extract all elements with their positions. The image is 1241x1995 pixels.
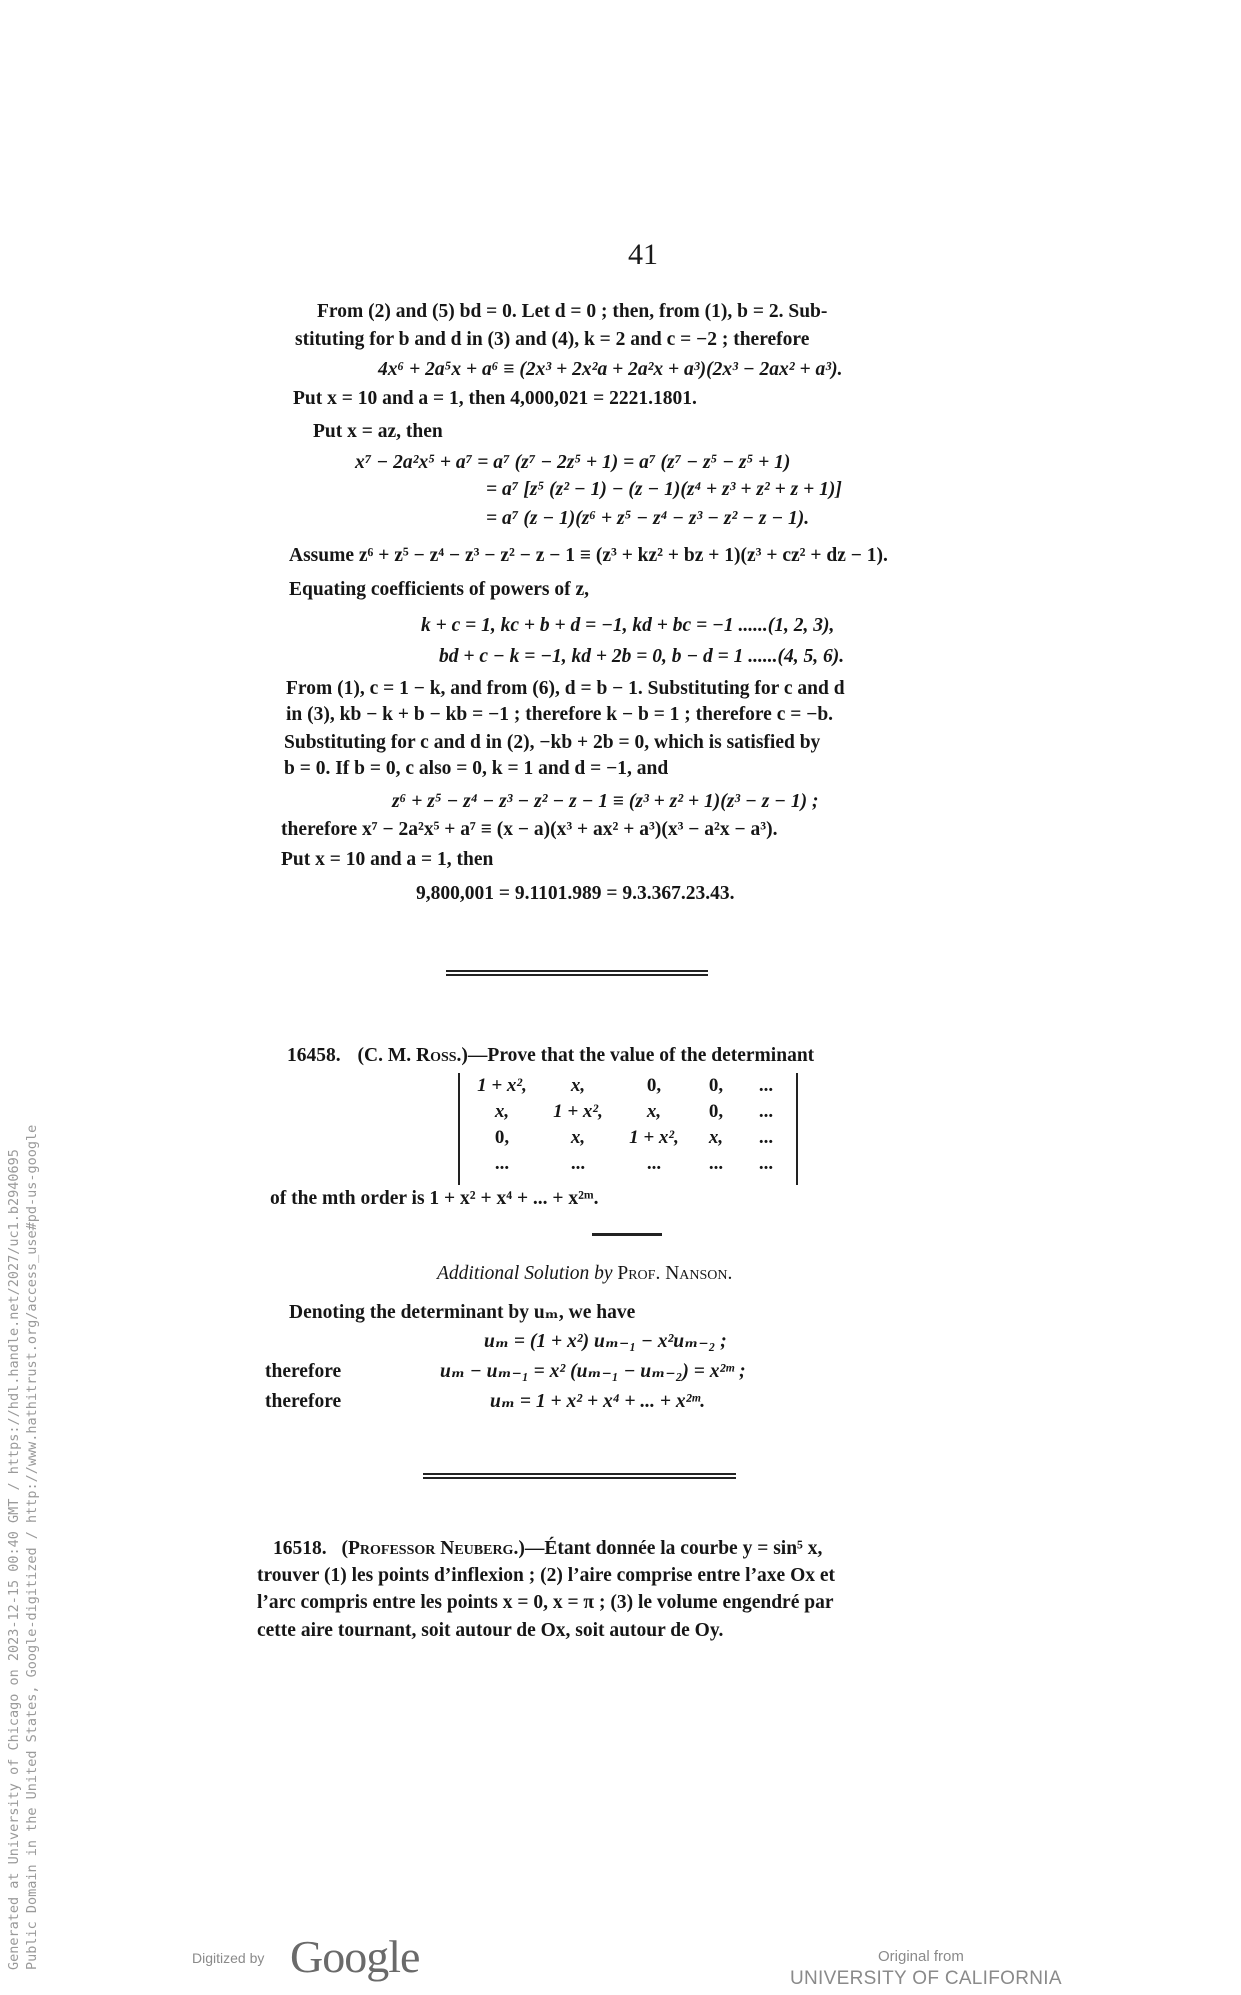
matrix-cell: x, bbox=[494, 1101, 510, 1122]
matrix-cell: ... bbox=[646, 1153, 662, 1174]
text-line: —Étant donnée la courbe y = sin⁵ x, bbox=[524, 1538, 823, 1559]
question-conclusion: of the mth order is 1 + x² + x⁴ + ... + x²ᵐ. bbox=[270, 1188, 599, 1209]
digitized-by-label: Digitized by bbox=[192, 1950, 265, 1966]
matrix-cell: 1 + x², bbox=[629, 1127, 679, 1148]
equation: = a⁷ (z − 1)(z⁶ + z⁵ − z⁴ − z³ − z² − z − 1). bbox=[486, 508, 810, 529]
matrix-cell: ... bbox=[758, 1153, 774, 1174]
solution-heading-label: Additional Solution by bbox=[437, 1263, 613, 1284]
equation: z⁶ + z⁵ − z⁴ − z³ − z² − z − 1 ≡ (z³ + z² + 1)(z³ − z − 1) ; bbox=[392, 791, 819, 812]
question-header bbox=[287, 1044, 814, 1068]
text-line: Put x = 10 and a = 1, then bbox=[281, 849, 494, 870]
matrix-cell: x, bbox=[646, 1101, 662, 1122]
question-author: (Professor Neuberg.) bbox=[341, 1538, 525, 1559]
solution-heading bbox=[437, 1262, 732, 1286]
text-label: therefore bbox=[265, 1391, 342, 1412]
question-text: —Prove that the value of the determinant bbox=[467, 1045, 815, 1066]
text-line: Put x = 10 and a = 1, then 4,000,021 = 2221.1801. bbox=[293, 388, 697, 409]
text-line: From (1), c = 1 − k, and from (6), d = b − 1. Substituting for c and d bbox=[286, 678, 845, 699]
text-line: stituting for b and d in (3) and (4), k = 2 and c = −2 ; therefore bbox=[295, 329, 810, 350]
text-label: therefore bbox=[265, 1361, 342, 1382]
matrix-cell: ... bbox=[758, 1075, 774, 1096]
section-divider bbox=[423, 1473, 736, 1479]
text-line: From (2) and (5) bd = 0. Let d = 0 ; then, from (1), b = 2. Sub- bbox=[317, 301, 828, 322]
equation: 9,800,001 = 9.1101.989 = 9.3.367.23.43. bbox=[416, 883, 735, 904]
equation: uₘ − uₘ₋₁ = x² (uₘ₋₁ − uₘ₋₂) = x²ᵐ ; bbox=[440, 1361, 746, 1382]
matrix-cell: 1 + x², bbox=[553, 1101, 603, 1122]
page-number: 41 bbox=[628, 238, 658, 271]
determinant-row bbox=[466, 1151, 790, 1177]
matrix-cell: x, bbox=[570, 1127, 586, 1148]
text-line: in (3), kb − k + b − kb = −1 ; therefore k − b = 1 ; therefore c = −b. bbox=[286, 704, 834, 725]
determinant-row bbox=[466, 1073, 790, 1099]
text-line: trouver (1) les points d’inflexion ; (2) l’aire comprise entre l’axe Ox et bbox=[257, 1565, 836, 1586]
section-divider bbox=[446, 970, 708, 976]
text-line: therefore x⁷ − 2a²x⁵ + a⁷ ≡ (x − a)(x³ + ax² + a³)(x³ − a²x − a³). bbox=[281, 819, 778, 840]
determinant bbox=[458, 1073, 798, 1185]
text-line: Equating coefficients of powers of z, bbox=[289, 579, 590, 600]
matrix-cell: 0, bbox=[708, 1101, 724, 1122]
institution-name: UNIVERSITY OF CALIFORNIA bbox=[790, 1968, 1062, 1989]
equation: uₘ = 1 + x² + x⁴ + ... + x²ᵐ. bbox=[490, 1391, 706, 1412]
matrix-cell: ... bbox=[758, 1101, 774, 1122]
access-watermark bbox=[0, 1000, 50, 1970]
matrix-cell: ... bbox=[570, 1153, 586, 1174]
equation: uₘ = (1 + x²) uₘ₋₁ − x²uₘ₋₂ ; bbox=[484, 1331, 727, 1352]
matrix-cell: x, bbox=[570, 1075, 586, 1096]
text-line: Substituting for c and d in (2), −kb + 2b = 0, which is satisfied by bbox=[284, 732, 821, 753]
text-line: Denoting the determinant by uₘ, we have bbox=[289, 1302, 636, 1323]
matrix-cell: x, bbox=[708, 1127, 724, 1148]
watermark-line: Public Domain in the United States, Google-digitized / http://www.hathitrust.org/access_use#pd-us-google bbox=[24, 1124, 40, 1970]
matrix-cell: 0, bbox=[494, 1127, 510, 1148]
determinant-row bbox=[466, 1125, 790, 1151]
equation: 4x⁶ + 2a⁵x + a⁶ ≡ (2x³ + 2x²a + 2a²x + a³)(2x³ − 2ax² + a³). bbox=[378, 359, 843, 380]
solution-author: Prof. Nanson. bbox=[617, 1263, 733, 1284]
determinant-row bbox=[466, 1099, 790, 1125]
question-header bbox=[273, 1537, 822, 1561]
question-number: 16518. bbox=[273, 1538, 327, 1559]
matrix-cell: ... bbox=[494, 1153, 510, 1174]
text-line: cette aire tournant, soit autour de Ox, soit autour de Oy. bbox=[257, 1620, 724, 1641]
determinant-matrix bbox=[466, 1073, 790, 1177]
matrix-cell: ... bbox=[758, 1127, 774, 1148]
text-line: l’arc compris entre les points x = 0, x = π ; (3) le volume engendré par bbox=[257, 1592, 834, 1613]
matrix-cell: ... bbox=[708, 1153, 724, 1174]
equation: x⁷ − 2a²x⁵ + a⁷ = a⁷ (z⁷ − 2z⁵ + 1) = a⁷ (z⁷ − z⁵ − z⁵ + 1) bbox=[355, 452, 791, 473]
equation: k + c = 1, kc + b + d = −1, kd + bc = −1 ......(1, 2, 3), bbox=[421, 615, 835, 636]
equation: bd + c − k = −1, kd + 2b = 0, b − d = 1 ......(4, 5, 6). bbox=[439, 646, 845, 667]
watermark-line: Generated at University of Chicago on 2023-12-15 00:40 GMT / https://hdl.handle.net/2027/uc1.b2940695 bbox=[6, 1149, 22, 1970]
text-line: b = 0. If b = 0, c also = 0, k = 1 and d = −1, and bbox=[284, 758, 669, 779]
text-line: Put x = az, then bbox=[313, 421, 443, 442]
matrix-cell: 0, bbox=[708, 1075, 724, 1096]
original-from-label: Original from bbox=[878, 1948, 964, 1965]
question-number: 16458. bbox=[287, 1045, 341, 1066]
solution-divider bbox=[592, 1233, 662, 1236]
equation: = a⁷ [z⁵ (z² − 1) − (z − 1)(z⁴ + z³ + z² + z + 1)] bbox=[486, 479, 842, 500]
matrix-cell: 1 + x², bbox=[477, 1075, 527, 1096]
text-line: Assume z⁶ + z⁵ − z⁴ − z³ − z² − z − 1 ≡ (z³ + kz² + bz + 1)(z³ + cz² + dz − 1). bbox=[289, 545, 888, 566]
google-logo: Google bbox=[290, 1931, 420, 1982]
matrix-cell: 0, bbox=[646, 1075, 662, 1096]
question-author: (C. M. Ross.) bbox=[357, 1045, 468, 1066]
